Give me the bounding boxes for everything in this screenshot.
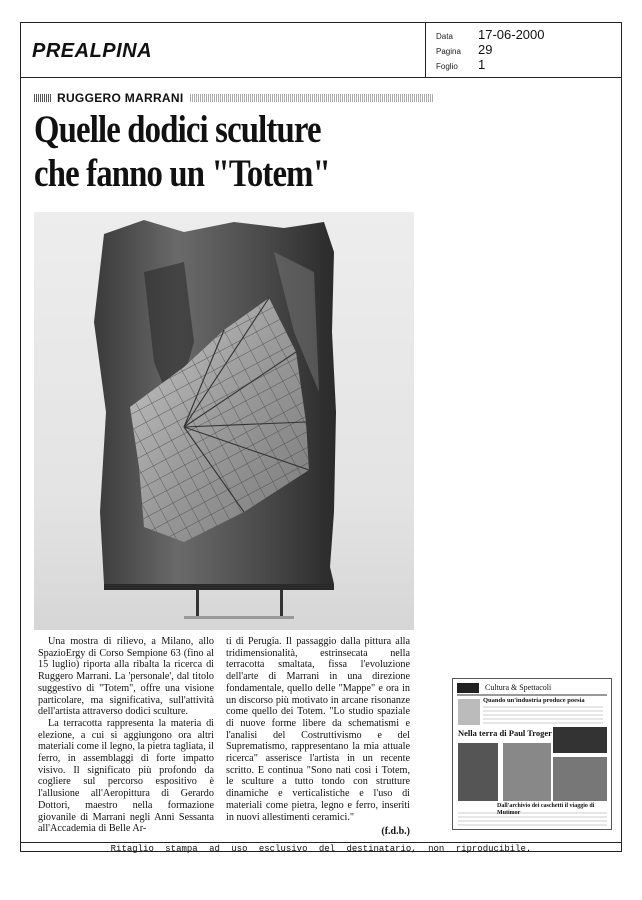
totem-sculpture-image <box>34 212 414 630</box>
article-paragraph: ti di Perugia. Il passaggio dalla pittura alla tridimensionalità, estrinsecata nella terracotta smaltata, fissa l'evoluzione dell'arte di Marrani in una direzione fondamentale, quello delle "Mappe" e ora in un discorso più motivato in arcane risonanze come quello dei Totem. "Lo studio spaziale di nuove forme libere da schematismi e l'analisi del Costruttivismo e del Suprematismo, rappresentano la mia attuale ricerca" asserisce l'artista in un recente scritto. E continua "Sono nati così i Totem, le sculture a tutto tondo con strutture dinamiche e verticalistiche e l'uso di materiali come pietra, legno e ferro, inseriti in nuovi allestimenti ceramici." <box>226 636 410 823</box>
thumbnail-headline-small: Quando un'industria produce poesia <box>483 697 585 704</box>
publication-logo: PREALPINA <box>32 40 153 62</box>
meta-row-page <box>436 42 492 58</box>
headline-line-1: Quelle dodici sculture <box>34 108 321 151</box>
article-paragraph: Una mostra di rilievo, a Milano, allo SpazioErgy di Corso Sempione 63 (fino al 15 luglio) riporta alla ribalta la ricerca di Ruggero Marrani. La 'personale', dal titolo suggestivo di "Totem", offre una visione particolare, ma significativa, sull'attività dell'artista attraverso dodici sculture. <box>38 636 214 718</box>
article-kicker <box>34 90 434 106</box>
meta-label: Data <box>436 32 453 41</box>
article-paragraph: La terracotta rappresenta la materia di elezione, a cui si aggiungono ora altri materiali come il legno, la pietra tagliata, il ferro, in assemblaggi di forte impatto visivo. Il significato più profondo da cogliere sul percorso espositivo è l'allusione all'Aeropittura di Gerardo Dottori, maestro nella formazione giovanile di Marrani negli Anni Sessanta all'Accademia di Belle Ar- <box>38 717 214 835</box>
clipping-header <box>20 22 622 78</box>
sculpture-photo <box>34 212 414 630</box>
article-signature: (f.d.b.) <box>381 826 410 838</box>
meta-value: 1 <box>478 57 486 72</box>
kicker-rule <box>190 94 435 102</box>
headline-line-2: che fanno un "Totem" <box>34 152 330 195</box>
page-thumbnail <box>452 678 612 830</box>
article-headline <box>34 108 504 196</box>
thumbnail-headline-bottom: Dall'archivio dei caschetti il viaggio di Mutimor <box>497 803 595 816</box>
article-column-2 <box>226 636 410 838</box>
meta-row-sheet <box>436 57 485 73</box>
reproduction-notice: Ritaglio stampa ad uso esclusivo del destinatario, non riproducibile. <box>20 842 622 855</box>
meta-row-date <box>436 27 545 43</box>
kicker-bar-icon <box>34 94 52 102</box>
meta-label: Pagina <box>436 47 461 56</box>
meta-label: Foglio <box>436 62 458 71</box>
meta-value: 29 <box>478 42 493 57</box>
thumbnail-headline: Nella terra di Paul Troger <box>458 728 552 738</box>
clipping-metadata <box>425 22 623 77</box>
kicker-name: RUGGERO MARRANI <box>57 91 184 105</box>
meta-value: 17-06-2000 <box>478 27 545 42</box>
article-column-1 <box>38 636 214 835</box>
thumbnail-section-title: Cultura & Spettacoli <box>485 683 552 692</box>
article <box>20 80 622 842</box>
